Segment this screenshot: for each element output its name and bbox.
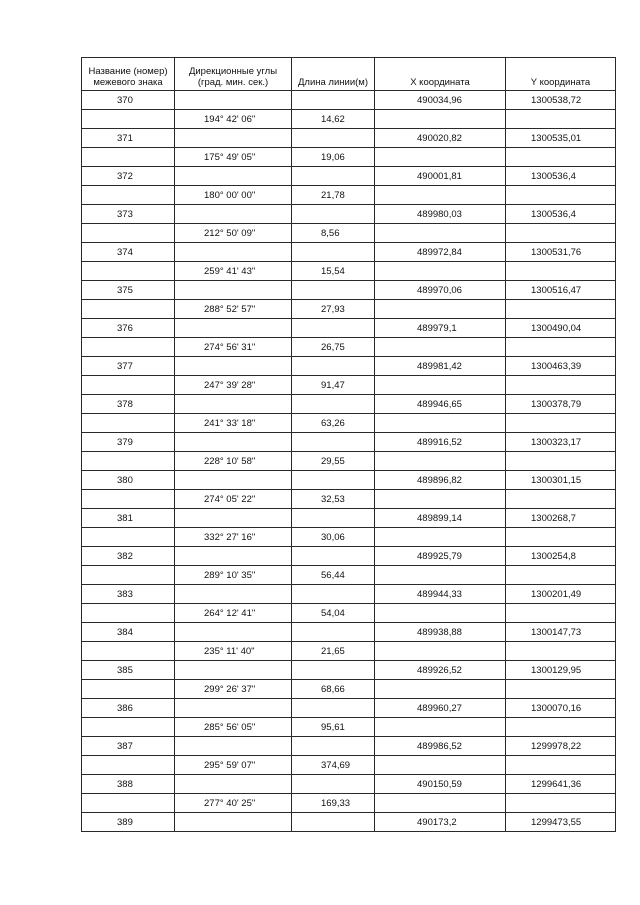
x-coordinate-cell xyxy=(375,224,506,243)
length-cell xyxy=(292,281,375,300)
y-coordinate-cell: 1300536,4 xyxy=(506,205,616,224)
length-cell: 68,66 xyxy=(292,680,375,699)
mark-name-cell xyxy=(82,300,175,319)
angle-cell xyxy=(175,661,292,680)
y-coordinate-cell: 1300268,7 xyxy=(506,509,616,528)
table-row-point xyxy=(82,813,616,832)
length-cell xyxy=(292,775,375,794)
length-cell: 54,04 xyxy=(292,604,375,623)
x-coordinate-cell: 489944,33 xyxy=(375,585,506,604)
mark-name-cell xyxy=(82,148,175,167)
length-cell xyxy=(292,319,375,338)
table-row-point xyxy=(82,623,616,642)
angle-cell: 277° 40' 25" xyxy=(175,794,292,813)
table-row-segment xyxy=(82,604,616,623)
mark-name-cell: 374 xyxy=(82,243,175,262)
mark-name-cell: 381 xyxy=(82,509,175,528)
table-row-point xyxy=(82,699,616,718)
length-cell: 169,33 xyxy=(292,794,375,813)
x-coordinate-cell: 490173,2 xyxy=(375,813,506,832)
angle-cell xyxy=(175,281,292,300)
x-coordinate-cell xyxy=(375,148,506,167)
length-cell: 26,75 xyxy=(292,338,375,357)
length-cell xyxy=(292,547,375,566)
length-cell xyxy=(292,661,375,680)
y-coordinate-cell: 1300201,49 xyxy=(506,585,616,604)
x-coordinate-cell: 489981,42 xyxy=(375,357,506,376)
x-coordinate-cell xyxy=(375,718,506,737)
y-coordinate-cell xyxy=(506,376,616,395)
x-coordinate-cell: 489979,1 xyxy=(375,319,506,338)
y-coordinate-cell: 1300070,16 xyxy=(506,699,616,718)
table-row-point xyxy=(82,547,616,566)
table-row-segment xyxy=(82,224,616,243)
y-coordinate-cell xyxy=(506,642,616,661)
x-coordinate-cell xyxy=(375,490,506,509)
y-coordinate-cell xyxy=(506,338,616,357)
angle-cell xyxy=(175,357,292,376)
angle-cell xyxy=(175,623,292,642)
angle-cell xyxy=(175,585,292,604)
x-coordinate-cell xyxy=(375,794,506,813)
y-coordinate-cell xyxy=(506,566,616,585)
mark-name-cell: 387 xyxy=(82,737,175,756)
length-cell: 8,56 xyxy=(292,224,375,243)
mark-name-cell: 378 xyxy=(82,395,175,414)
x-coordinate-cell: 489970,06 xyxy=(375,281,506,300)
mark-name-cell: 379 xyxy=(82,433,175,452)
angle-cell xyxy=(175,471,292,490)
angle-cell: 299° 26' 37" xyxy=(175,680,292,699)
angle-cell xyxy=(175,737,292,756)
y-coordinate-cell xyxy=(506,452,616,471)
table-row-point xyxy=(82,509,616,528)
y-coordinate-cell: 1299641,36 xyxy=(506,775,616,794)
y-coordinate-cell xyxy=(506,794,616,813)
mark-name-cell: 372 xyxy=(82,167,175,186)
angle-cell: 241° 33' 18" xyxy=(175,414,292,433)
table-row-segment xyxy=(82,642,616,661)
table-row-point xyxy=(82,167,616,186)
header-directional-angles: Дирекционные углы (град. мин. сек.) xyxy=(175,58,292,91)
y-coordinate-cell xyxy=(506,262,616,281)
x-coordinate-cell: 489960,27 xyxy=(375,699,506,718)
angle-cell: 228° 10' 58" xyxy=(175,452,292,471)
length-cell xyxy=(292,243,375,262)
coordinates-sheet xyxy=(81,57,615,832)
mark-name-cell: 383 xyxy=(82,585,175,604)
length-cell: 19,06 xyxy=(292,148,375,167)
angle-cell: 175° 49' 05" xyxy=(175,148,292,167)
mark-name-cell: 373 xyxy=(82,205,175,224)
length-cell: 95,61 xyxy=(292,718,375,737)
x-coordinate-cell: 490020,82 xyxy=(375,129,506,148)
mark-name-cell xyxy=(82,718,175,737)
angle-cell: 235° 11' 40" xyxy=(175,642,292,661)
length-cell xyxy=(292,91,375,110)
angle-cell: 264° 12' 41" xyxy=(175,604,292,623)
angle-cell: 295° 59' 07" xyxy=(175,756,292,775)
y-coordinate-cell: 1300323,17 xyxy=(506,433,616,452)
length-cell: 21,78 xyxy=(292,186,375,205)
mark-name-cell xyxy=(82,110,175,129)
header-line-length: Длина линии(м) xyxy=(292,58,375,91)
x-coordinate-cell xyxy=(375,110,506,129)
table-row-point xyxy=(82,129,616,148)
table-row-segment xyxy=(82,110,616,129)
mark-name-cell xyxy=(82,642,175,661)
table-row-segment xyxy=(82,414,616,433)
angle-cell xyxy=(175,167,292,186)
length-cell xyxy=(292,813,375,832)
angle-cell xyxy=(175,775,292,794)
x-coordinate-cell: 489986,52 xyxy=(375,737,506,756)
length-cell xyxy=(292,129,375,148)
table-row-segment xyxy=(82,718,616,737)
table-row-segment xyxy=(82,794,616,813)
table-row-segment xyxy=(82,680,616,699)
angle-cell: 285° 56' 05" xyxy=(175,718,292,737)
table-row-point xyxy=(82,585,616,604)
x-coordinate-cell: 490034,96 xyxy=(375,91,506,110)
table-row-segment xyxy=(82,490,616,509)
mark-name-cell xyxy=(82,680,175,699)
table-row-segment xyxy=(82,300,616,319)
x-coordinate-cell: 489926,52 xyxy=(375,661,506,680)
y-coordinate-cell: 1300147,73 xyxy=(506,623,616,642)
table-row-point xyxy=(82,281,616,300)
mark-name-cell xyxy=(82,794,175,813)
length-cell xyxy=(292,395,375,414)
length-cell: 32,53 xyxy=(292,490,375,509)
y-coordinate-cell: 1300129,95 xyxy=(506,661,616,680)
table-row-point xyxy=(82,433,616,452)
angle-cell: 332° 27' 16" xyxy=(175,528,292,547)
y-coordinate-cell xyxy=(506,414,616,433)
table-row-point xyxy=(82,775,616,794)
x-coordinate-cell xyxy=(375,604,506,623)
angle-cell: 259° 41' 43" xyxy=(175,262,292,281)
mark-name-cell: 384 xyxy=(82,623,175,642)
angle-cell xyxy=(175,243,292,262)
length-cell: 30,06 xyxy=(292,528,375,547)
table-row-point xyxy=(82,91,616,110)
y-coordinate-cell xyxy=(506,680,616,699)
table-row-segment xyxy=(82,566,616,585)
angle-cell xyxy=(175,205,292,224)
mark-name-cell xyxy=(82,376,175,395)
mark-name-cell xyxy=(82,756,175,775)
length-cell xyxy=(292,509,375,528)
table-row-segment xyxy=(82,148,616,167)
x-coordinate-cell xyxy=(375,756,506,775)
angle-cell xyxy=(175,91,292,110)
x-coordinate-cell xyxy=(375,414,506,433)
y-coordinate-cell: 1300538,72 xyxy=(506,91,616,110)
x-coordinate-cell xyxy=(375,566,506,585)
length-cell xyxy=(292,623,375,642)
y-coordinate-cell: 1300254,8 xyxy=(506,547,616,566)
x-coordinate-cell: 489938,88 xyxy=(375,623,506,642)
x-coordinate-cell: 489899,14 xyxy=(375,509,506,528)
table-body xyxy=(82,91,616,832)
length-cell xyxy=(292,471,375,490)
mark-name-cell xyxy=(82,604,175,623)
mark-name-cell: 388 xyxy=(82,775,175,794)
mark-name-cell: 371 xyxy=(82,129,175,148)
x-coordinate-cell xyxy=(375,642,506,661)
mark-name-cell xyxy=(82,528,175,547)
angle-cell: 288° 52' 57" xyxy=(175,300,292,319)
length-cell xyxy=(292,205,375,224)
angle-cell xyxy=(175,433,292,452)
y-coordinate-cell: 1300463,39 xyxy=(506,357,616,376)
angle-cell xyxy=(175,699,292,718)
x-coordinate-cell: 489896,82 xyxy=(375,471,506,490)
length-cell xyxy=(292,167,375,186)
table-row-point xyxy=(82,737,616,756)
table-row-point xyxy=(82,319,616,338)
boundary-marks-table xyxy=(81,57,616,832)
table-row-segment xyxy=(82,756,616,775)
length-cell xyxy=(292,737,375,756)
angle-cell: 289° 10' 35" xyxy=(175,566,292,585)
mark-name-cell: 380 xyxy=(82,471,175,490)
y-coordinate-cell xyxy=(506,604,616,623)
x-coordinate-cell xyxy=(375,376,506,395)
y-coordinate-cell xyxy=(506,300,616,319)
x-coordinate-cell: 489980,03 xyxy=(375,205,506,224)
table-row-point xyxy=(82,205,616,224)
angle-cell: 212° 50' 09" xyxy=(175,224,292,243)
table-row-segment xyxy=(82,376,616,395)
mark-name-cell xyxy=(82,338,175,357)
y-coordinate-cell: 1300536,4 xyxy=(506,167,616,186)
table-row-point xyxy=(82,357,616,376)
x-coordinate-cell xyxy=(375,262,506,281)
mark-name-cell: 375 xyxy=(82,281,175,300)
y-coordinate-cell: 1300516,47 xyxy=(506,281,616,300)
angle-cell: 274° 56' 31" xyxy=(175,338,292,357)
y-coordinate-cell: 1300378,79 xyxy=(506,395,616,414)
table-row-segment xyxy=(82,186,616,205)
length-cell: 21,65 xyxy=(292,642,375,661)
table-row-segment xyxy=(82,528,616,547)
x-coordinate-cell xyxy=(375,300,506,319)
mark-name-cell: 376 xyxy=(82,319,175,338)
x-coordinate-cell: 489946,65 xyxy=(375,395,506,414)
y-coordinate-cell xyxy=(506,186,616,205)
y-coordinate-cell: 1300531,76 xyxy=(506,243,616,262)
y-coordinate-cell xyxy=(506,490,616,509)
angle-cell: 194° 42' 06" xyxy=(175,110,292,129)
header-mark-name: Название (номер) межевого знака xyxy=(82,58,175,91)
mark-name-cell: 382 xyxy=(82,547,175,566)
angle-cell: 180° 00' 00" xyxy=(175,186,292,205)
header-y-coordinate: Y координата xyxy=(506,58,616,91)
y-coordinate-cell: 1299473,55 xyxy=(506,813,616,832)
x-coordinate-cell xyxy=(375,338,506,357)
x-coordinate-cell xyxy=(375,186,506,205)
table-row-point xyxy=(82,243,616,262)
y-coordinate-cell: 1300490,04 xyxy=(506,319,616,338)
x-coordinate-cell: 490150,59 xyxy=(375,775,506,794)
table-row-point xyxy=(82,395,616,414)
table-row-point xyxy=(82,661,616,680)
angle-cell: 247° 39' 28" xyxy=(175,376,292,395)
length-cell: 14,62 xyxy=(292,110,375,129)
x-coordinate-cell: 489925,79 xyxy=(375,547,506,566)
mark-name-cell xyxy=(82,452,175,471)
x-coordinate-cell: 489972,84 xyxy=(375,243,506,262)
table-row-point xyxy=(82,471,616,490)
length-cell: 56,44 xyxy=(292,566,375,585)
length-cell: 63,26 xyxy=(292,414,375,433)
y-coordinate-cell xyxy=(506,110,616,129)
x-coordinate-cell xyxy=(375,680,506,699)
mark-name-cell xyxy=(82,186,175,205)
x-coordinate-cell: 489916,52 xyxy=(375,433,506,452)
length-cell xyxy=(292,357,375,376)
mark-name-cell xyxy=(82,490,175,509)
length-cell xyxy=(292,585,375,604)
x-coordinate-cell: 490001,81 xyxy=(375,167,506,186)
mark-name-cell xyxy=(82,224,175,243)
mark-name-cell xyxy=(82,566,175,585)
y-coordinate-cell xyxy=(506,756,616,775)
table-header-row xyxy=(82,58,616,91)
mark-name-cell xyxy=(82,414,175,433)
y-coordinate-cell: 1300535,01 xyxy=(506,129,616,148)
mark-name-cell: 389 xyxy=(82,813,175,832)
length-cell xyxy=(292,699,375,718)
length-cell: 29,55 xyxy=(292,452,375,471)
angle-cell xyxy=(175,129,292,148)
length-cell xyxy=(292,433,375,452)
table-row-segment xyxy=(82,262,616,281)
length-cell: 27,93 xyxy=(292,300,375,319)
angle-cell xyxy=(175,395,292,414)
x-coordinate-cell xyxy=(375,452,506,471)
mark-name-cell xyxy=(82,262,175,281)
angle-cell xyxy=(175,509,292,528)
y-coordinate-cell: 1300301,15 xyxy=(506,471,616,490)
y-coordinate-cell xyxy=(506,528,616,547)
length-cell: 15,54 xyxy=(292,262,375,281)
angle-cell xyxy=(175,319,292,338)
y-coordinate-cell xyxy=(506,148,616,167)
header-x-coordinate: X координата xyxy=(375,58,506,91)
table-row-segment xyxy=(82,452,616,471)
table-row-segment xyxy=(82,338,616,357)
length-cell: 374,69 xyxy=(292,756,375,775)
mark-name-cell: 386 xyxy=(82,699,175,718)
angle-cell: 274° 05' 22" xyxy=(175,490,292,509)
y-coordinate-cell xyxy=(506,718,616,737)
angle-cell xyxy=(175,547,292,566)
x-coordinate-cell xyxy=(375,528,506,547)
y-coordinate-cell: 1299978,22 xyxy=(506,737,616,756)
y-coordinate-cell xyxy=(506,224,616,243)
mark-name-cell: 377 xyxy=(82,357,175,376)
length-cell: 91,47 xyxy=(292,376,375,395)
angle-cell xyxy=(175,813,292,832)
mark-name-cell: 370 xyxy=(82,91,175,110)
mark-name-cell: 385 xyxy=(82,661,175,680)
